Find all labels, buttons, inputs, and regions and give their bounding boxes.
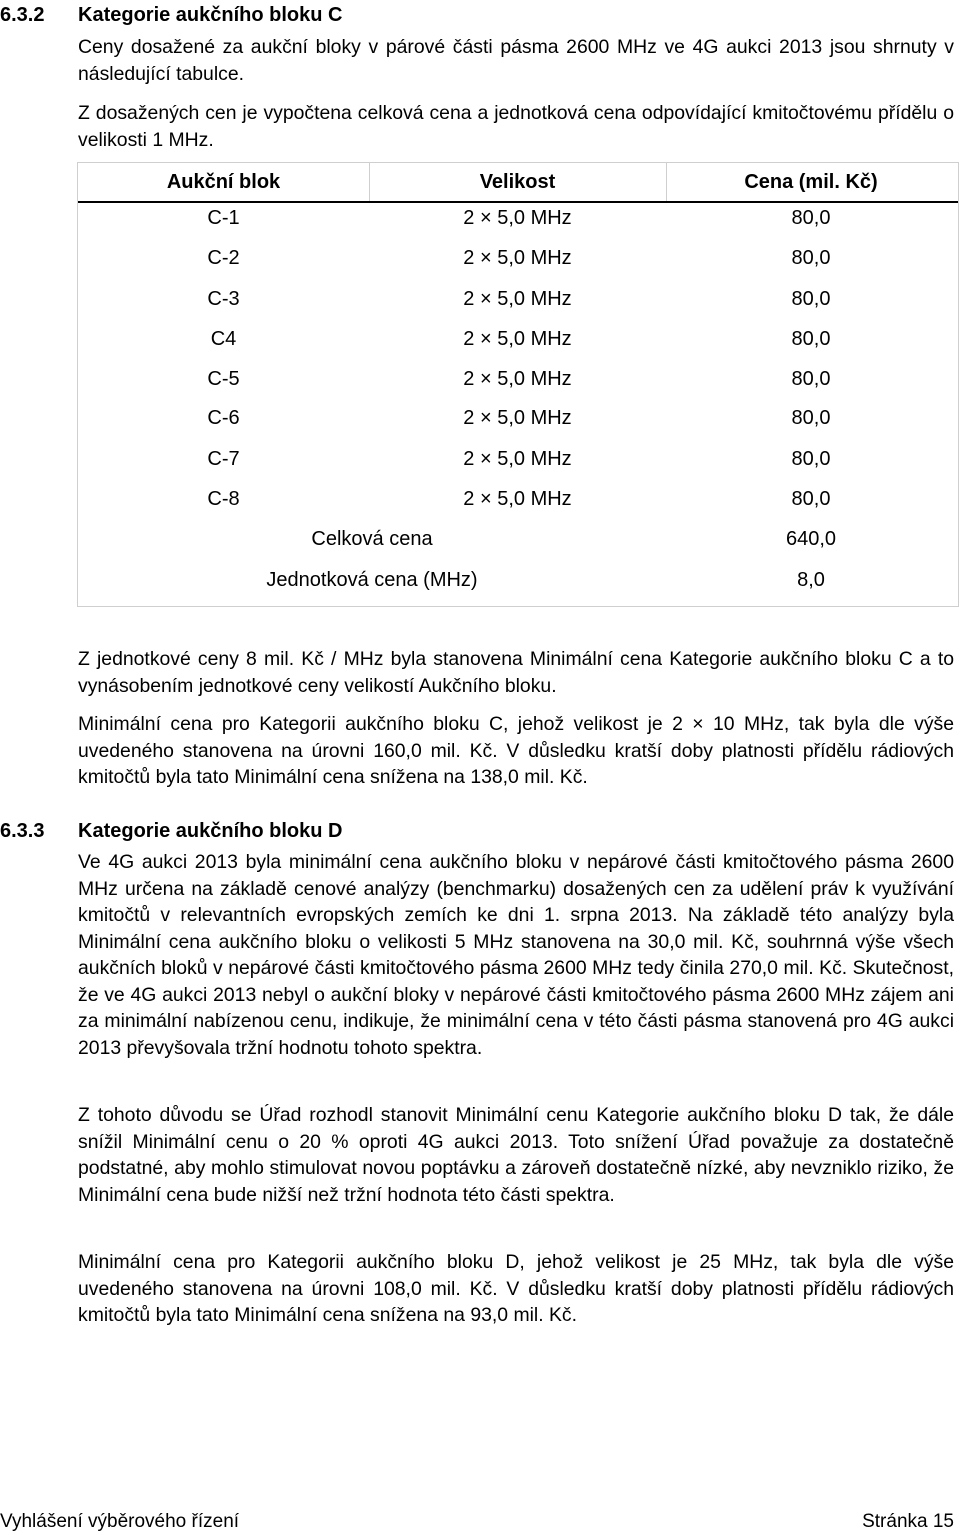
cell-block: C-3 bbox=[207, 288, 240, 310]
cell-size: 2 × 5,0 MHz bbox=[463, 207, 572, 229]
section-number: 6.3.2 bbox=[0, 4, 45, 26]
cell-size: 2 × 5,0 MHz bbox=[463, 407, 572, 429]
cell-price: 80,0 bbox=[791, 288, 831, 310]
section-heading-c bbox=[0, 3, 342, 27]
cell-size: 2 × 5,0 MHz bbox=[463, 328, 572, 350]
after-table-paragraph-1: Z jednotkové ceny 8 mil. Kč / MHz byla stanovena Minimální cena Kategorie aukčního bloku C a to vynásobením jednotkové ceny velikostí Aukčního bloku. bbox=[78, 648, 954, 697]
cell-price: 80,0 bbox=[791, 448, 831, 470]
section-d-paragraph-2: Z tohoto důvodu se Úřad rozhodl stanovit Minimální cenu Kategorie aukčního bloku D tak, že dále snížil Minimální cenu o 20 % oproti 4G aukci 2013. Toto snížení Úřad považuje za dostatečně podstatné, aby mohlo stimulovat novou poptávku a zároveň dostatečně nízké, aby nevzniklo riziko, že Minimální cena bude nižší než tržní hodnota této části spektra. bbox=[78, 1104, 954, 1206]
cell-block: C4 bbox=[210, 328, 237, 350]
cell-size: 2 × 5,0 MHz bbox=[463, 488, 572, 510]
header-size: Velikost bbox=[479, 171, 556, 193]
cell-price: 80,0 bbox=[791, 368, 831, 390]
cell-block: C-5 bbox=[207, 368, 240, 390]
total-label: Celková cena bbox=[311, 528, 433, 550]
unit-price-label: Jednotková cena (MHz) bbox=[266, 569, 478, 591]
cell-size: 2 × 5,0 MHz bbox=[463, 247, 572, 269]
cell-size: 2 × 5,0 MHz bbox=[463, 288, 572, 310]
cell-price: 80,0 bbox=[791, 407, 831, 429]
header-block: Aukční blok bbox=[166, 171, 281, 193]
section-title: Kategorie aukčního bloku D bbox=[78, 820, 343, 842]
total-value: 640,0 bbox=[785, 528, 837, 550]
cell-size: 2 × 5,0 MHz bbox=[463, 368, 572, 390]
section-d-paragraph-1: Ve 4G aukci 2013 byla minimální cena aukčního bloku v nepárové části kmitočtového pásma 2600 MHz určena na základě cenové analýzy (benchmarku) dosažených cen za udělení práv k využívání kmitočtů v relevantních evropských zemích ke dni 1. srpna 2013. Na základě této analýzy byla Minimální cena aukčního bloku o velikosti 5 MHz stanovena na 30,0 mil. Kč, souhrnná výše všech aukčních bloků v nepárové části kmitočtového pásma 2600 MHz tedy činila 270,0 mil. Kč. Skutečnost, že ve 4G aukci 2013 nebyl o aukční bloky v nepárové části kmitočtového pásma 2600 MHz zájem ani za minimální nabízenou cenu, indikuje, že minimální cena v této části pásma stanovená pro 4G aukci 2013 převyšovala tržní hodnotu tohoto spektra. bbox=[78, 851, 954, 1059]
cell-block: C-7 bbox=[207, 448, 240, 470]
unit-price-value: 8,0 bbox=[797, 569, 825, 591]
cell-block: C-8 bbox=[207, 488, 240, 510]
cell-block: C-1 bbox=[207, 207, 240, 229]
cell-price: 80,0 bbox=[791, 247, 831, 269]
cell-price: 80,0 bbox=[791, 207, 831, 229]
cell-block: C-6 bbox=[207, 407, 240, 429]
section-number: 6.3.3 bbox=[0, 820, 45, 842]
header-price: Cena (mil. Kč) bbox=[744, 171, 878, 193]
auction-table bbox=[77, 162, 959, 607]
intro-paragraph-1: Ceny dosažené za aukční bloky v párové části pásma 2600 MHz ve 4G aukci 2013 jsou shrnuty v následující tabulce. bbox=[78, 36, 954, 85]
section-d-paragraph-3: Minimální cena pro Kategorii aukčního bloku D, jehož velikost je 25 MHz, tak byla dle výše uvedeného stanovena na úrovni 108,0 mil. Kč. V důsledku kratší doby platnosti přídělu rádiových kmitočtů byla tato Minimální cena snížena na 93,0 mil. Kč. bbox=[78, 1251, 954, 1326]
section-heading-d bbox=[0, 819, 342, 843]
cell-block: C-2 bbox=[207, 247, 240, 269]
cell-price: 80,0 bbox=[791, 488, 831, 510]
cell-size: 2 × 5,0 MHz bbox=[463, 448, 572, 470]
after-table-paragraph-2: Minimální cena pro Kategorii aukčního bloku C, jehož velikost je 2 × 10 MHz, tak byla dle výše uvedeného stanovena na úrovni 160,0 mil. Kč. V důsledku kratší doby platnosti přídělu rádiových kmitočtů byla tato Minimální cena snížena na 138,0 mil. Kč. bbox=[78, 713, 954, 788]
header-rule bbox=[78, 201, 958, 203]
cell-price: 80,0 bbox=[791, 328, 831, 350]
intro-paragraph-2: Z dosažených cen je vypočtena celková cena a jednotková cena odpovídající kmitočtovému přídělu o velikosti 1 MHz. bbox=[78, 102, 954, 151]
section-title: Kategorie aukčního bloku C bbox=[78, 4, 343, 26]
footer-page-number: Stránka 15 bbox=[862, 1511, 954, 1532]
footer-document-title: Vyhlášení výběrového řízení bbox=[0, 1511, 240, 1532]
